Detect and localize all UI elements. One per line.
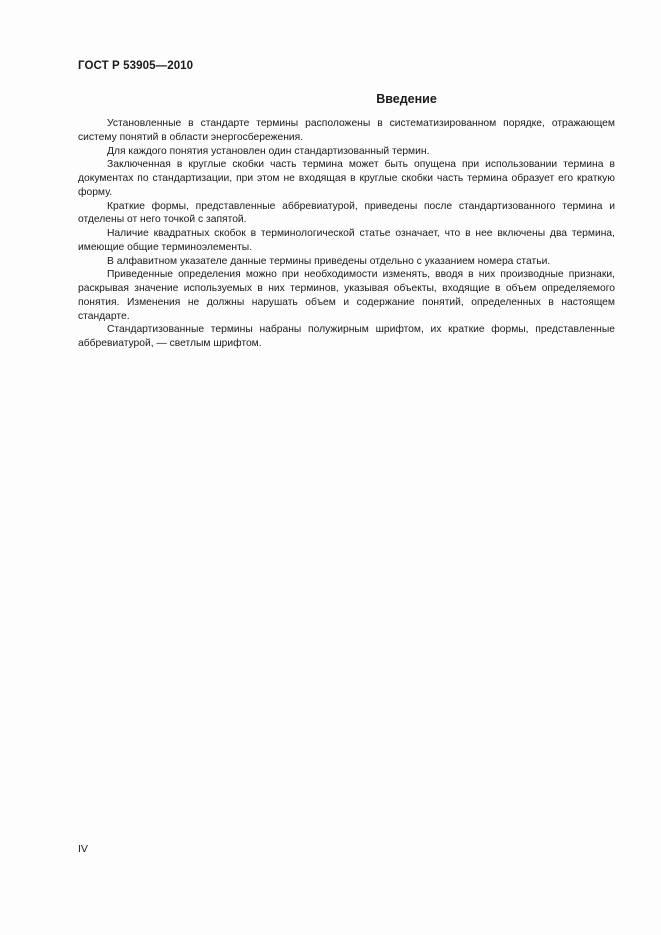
paragraph: Стандартизованные термины набраны полужирным шрифтом, их краткие формы, представленные аббревиатурой, — светлым шрифтом. [78,324,615,349]
paragraph: Краткие формы, представленные аббревиатурой, приведены после стандартизованного термина и отделены от него точкой с запятой. [78,200,615,226]
paragraph: Наличие квадратных скобок в терминологической статье означает, что в нее включены два термина, имеющие общие терминоэлементы. [78,228,615,253]
body-text [78,117,615,351]
standard-code-header: ГОСТ Р 53905—2010 [78,60,194,72]
page-number: IV [78,843,88,855]
paragraph: Заключенная в круглые скобки часть термина может быть опущена при использовании термина в документах по стандартизации, при этом не входящая в круглые скобки часть термина образует его краткую форму. [78,159,615,198]
paragraph: Приведенные определения можно при необходимости изменять, вводя в них производные признаки, раскрывая значение используемых в них терминов, указывая объекты, входящие в объем определяемого понятия. Изменения не должны нарушать объем и содержание понятий, определенных в настоящем стандарте. [78,269,615,322]
section-title: Введение [376,92,437,106]
paragraph: В алфавитном указателе данные термины приведены отдельно с указанием номера статьи. [107,255,551,267]
paragraph: Для каждого понятия установлен один стандартизованный термин. [107,145,430,157]
paragraph: Установленные в стандарте термины расположены в систематизированном порядке, отражающем систему понятий в области энергосбережения. [78,118,615,143]
